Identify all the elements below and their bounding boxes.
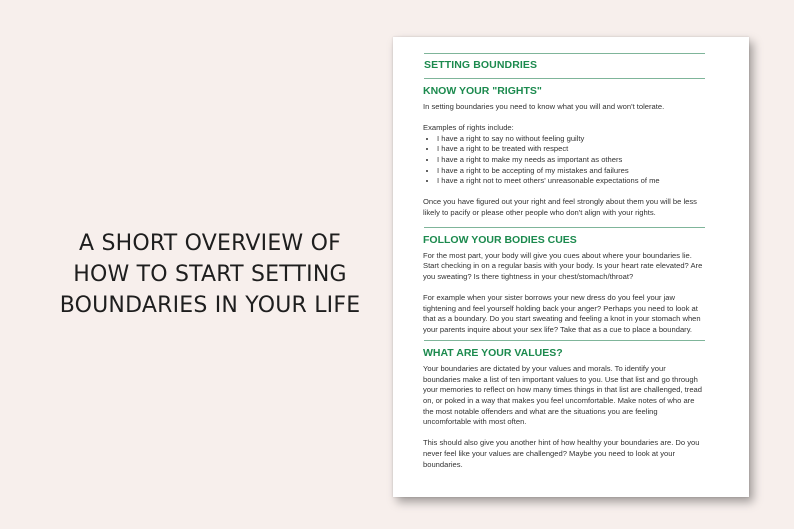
text-line: never feel like your values are challenged? Maybe you need to look at your (423, 449, 676, 459)
divider (424, 227, 705, 228)
list-item: • I have a right to make my needs as important as others (437, 155, 710, 166)
rights-list (423, 134, 710, 187)
document-content (423, 53, 710, 470)
paragraph: In setting boundaries you need to know what you will and won't tolerate. (423, 102, 665, 111)
text-line: Once you have figured out your right and feel strongly about them you will be less (423, 197, 697, 207)
section-heading-rights: KNOW YOUR "RIGHTS" (423, 85, 542, 97)
text-line: on, or poked in a way that makes you feel uncomfortable. Make notes of who are (423, 396, 695, 406)
paragraph (423, 251, 710, 283)
section-heading-body-cues: FOLLOW YOUR BODIES CUES (423, 233, 577, 246)
headline-line: A SHORT OVERVIEW OF (79, 231, 341, 256)
list-item: • I have a right to be treated with respect (437, 144, 710, 155)
text-line: boundaries. (423, 459, 463, 469)
document-title: SETTING BOUNDRIES (424, 59, 538, 71)
section-heading-values: WHAT ARE YOUR VALUES? (423, 347, 563, 360)
text-line: This should also give you another hint of how healthy your boundaries are. Do you (423, 438, 700, 448)
list-item: • I have a right to be accepting of my mistakes and failures (437, 166, 710, 177)
list-item: • I have a right not to meet others' unreasonable expectations of me (437, 176, 710, 187)
text-line: you sweating? Is there tightness in your chest/stomach/throat? (423, 271, 634, 281)
examples-label: Examples of rights include: (423, 123, 514, 133)
paragraph (423, 293, 710, 335)
text-line: likely to pacify or please other people who don't align with your rights. (423, 207, 656, 217)
headline-line: HOW TO START SETTING (73, 262, 347, 287)
headline-line: BOUNDARIES IN YOUR LIFE (59, 293, 361, 318)
text-line: For the most part, your body will give you cues about where your boundaries lie. (423, 250, 692, 260)
divider (424, 78, 705, 79)
text-line: boundaries make a list of ten important values to you. Use that list and go through (423, 374, 698, 384)
paragraph (423, 364, 710, 428)
document-page (393, 37, 749, 497)
paragraph (423, 438, 710, 470)
text-line: your memories to reflect on how many times things in that list are challenged, tread (423, 385, 702, 395)
paragraph (423, 197, 710, 218)
text-line: the most notable offenders and what are the situations you are feeling (423, 406, 658, 416)
text-line: uncomfortable with most often. (423, 417, 527, 427)
headline (40, 228, 380, 321)
text-line: that as a boundary. Do you start sweating and feeling a knot in your stomach when (423, 314, 701, 324)
text-line: Your boundaries are dictated by your values and morals. To identify your (423, 364, 666, 374)
divider (424, 340, 705, 341)
list-item: • I have a right to say no without feeling guilty (437, 134, 710, 145)
divider (424, 53, 705, 54)
text-line: Start checking in on a regular basis with your body. Is your heart rate elevated? Are (423, 261, 703, 271)
text-line: For example when your sister borrows your new dress do you feel your jaw (423, 292, 675, 302)
text-line: your parents inquire about your sex life? Take that as a cue to place a boundary. (423, 324, 693, 334)
text-line: tightening and feel yourself holding back your anger? Perhaps you need to look at (423, 303, 698, 313)
